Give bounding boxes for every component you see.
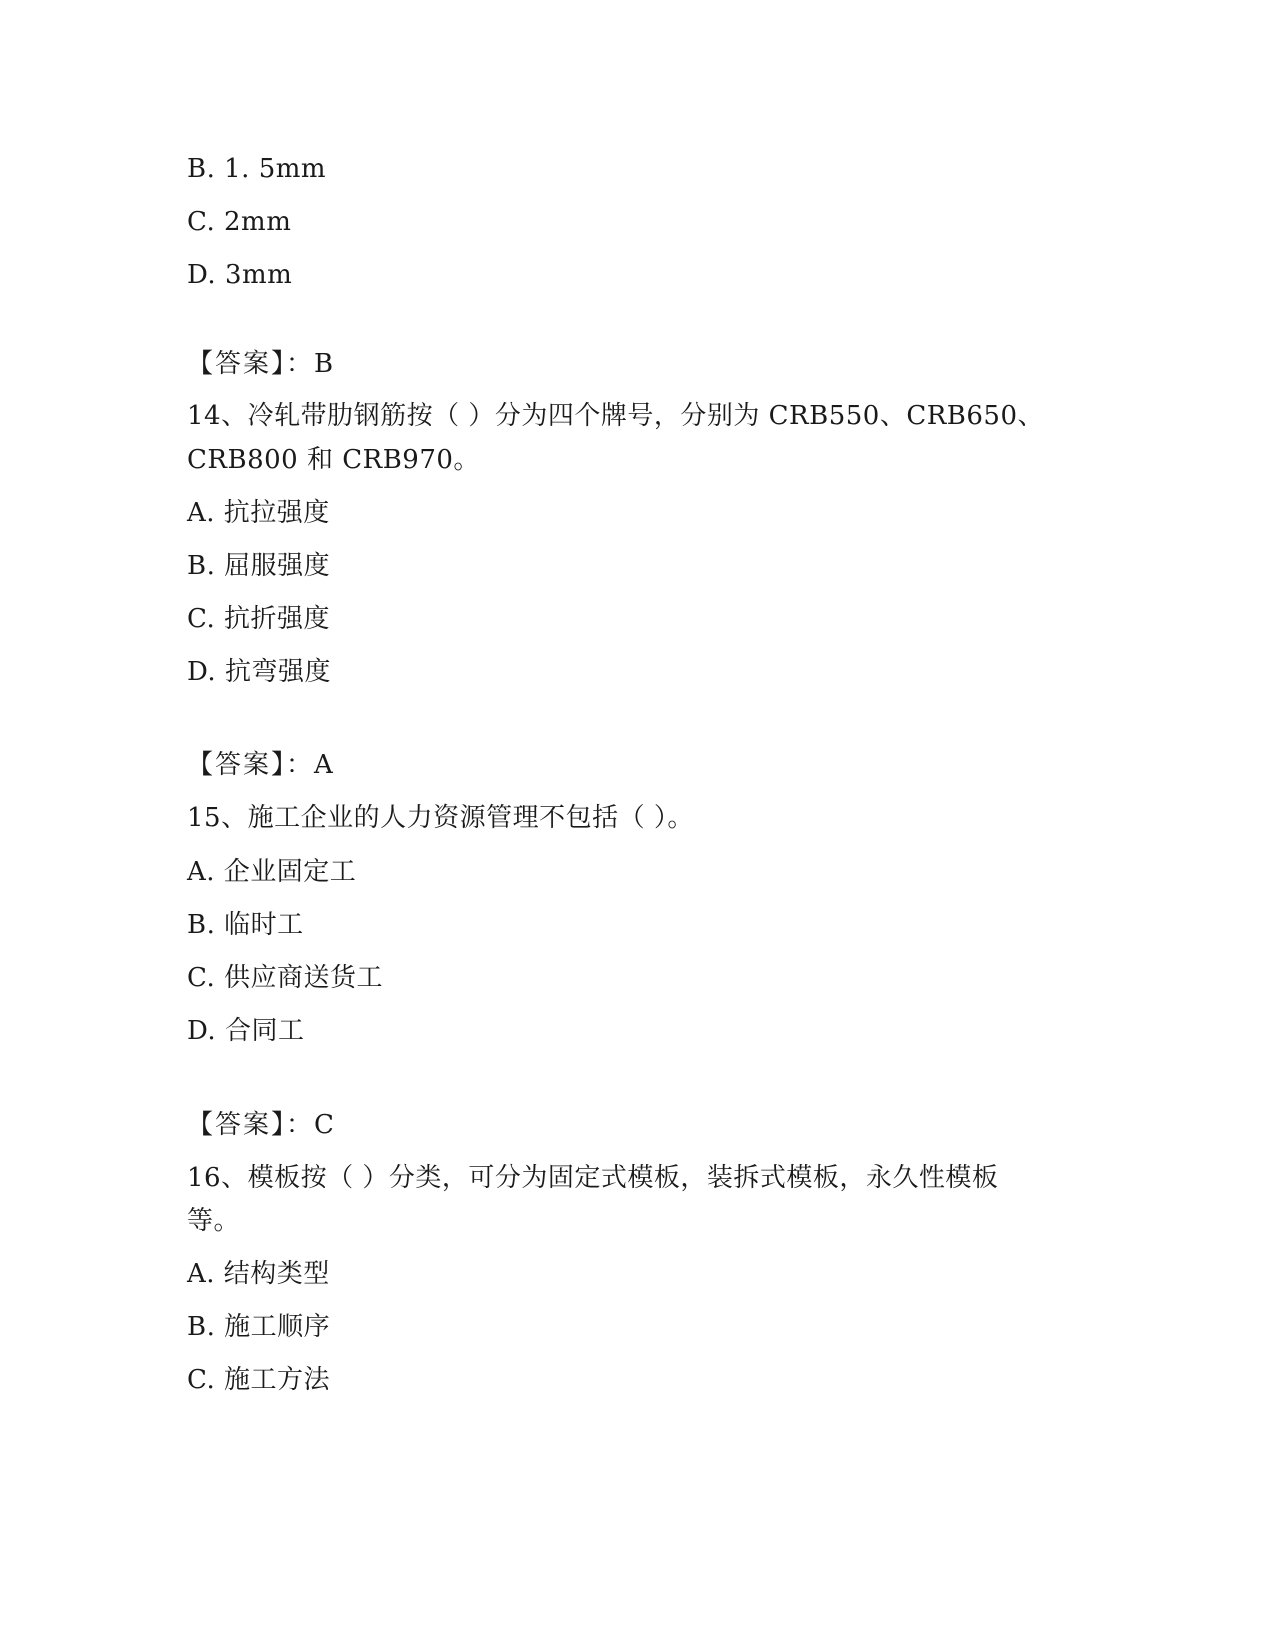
q14-question-line2: CRB800 和 CRB970。 [187,445,480,475]
q13-option-c: C. 2mm [187,207,292,237]
q14-option-d: D. 抗弯强度 [187,657,331,687]
q15-question: 15、施工企业的人力资源管理不包括（ ）。 [187,803,694,833]
q13-option-d: D. 3mm [187,260,293,290]
q16-option-a: A. 结构类型 [187,1259,330,1289]
q13-answer: 【答案】：B [187,349,336,379]
q16-option-c: C. 施工方法 [187,1365,330,1395]
q14-option-b: B. 屈服强度 [187,551,331,581]
q15-option-a: A. 企业固定工 [187,857,357,887]
q14-option-a: A. 抗拉强度 [187,498,330,528]
q16-question-line2: 等。 [187,1206,241,1236]
q15-option-d: D. 合同工 [187,1016,305,1046]
q16-option-b: B. 施工顺序 [187,1312,331,1342]
q13-option-b: B. 1. 5mm [187,154,327,184]
q14-answer: 【答案】：A [187,750,335,780]
q15-answer: 【答案】：C [187,1110,336,1140]
q15-option-c: C. 供应商送货工 [187,963,383,993]
q15-option-b: B. 临时工 [187,910,304,940]
q14-question-line1: 14、冷轧带肋钢筋按（ ）分为四个牌号，分别为 CRB550、CRB650、 [187,401,1045,431]
q14-option-c: C. 抗折强度 [187,604,330,634]
q16-question-line1: 16、模板按（ ）分类，可分为固定式模板，装拆式模板，永久性模板 [187,1163,999,1193]
